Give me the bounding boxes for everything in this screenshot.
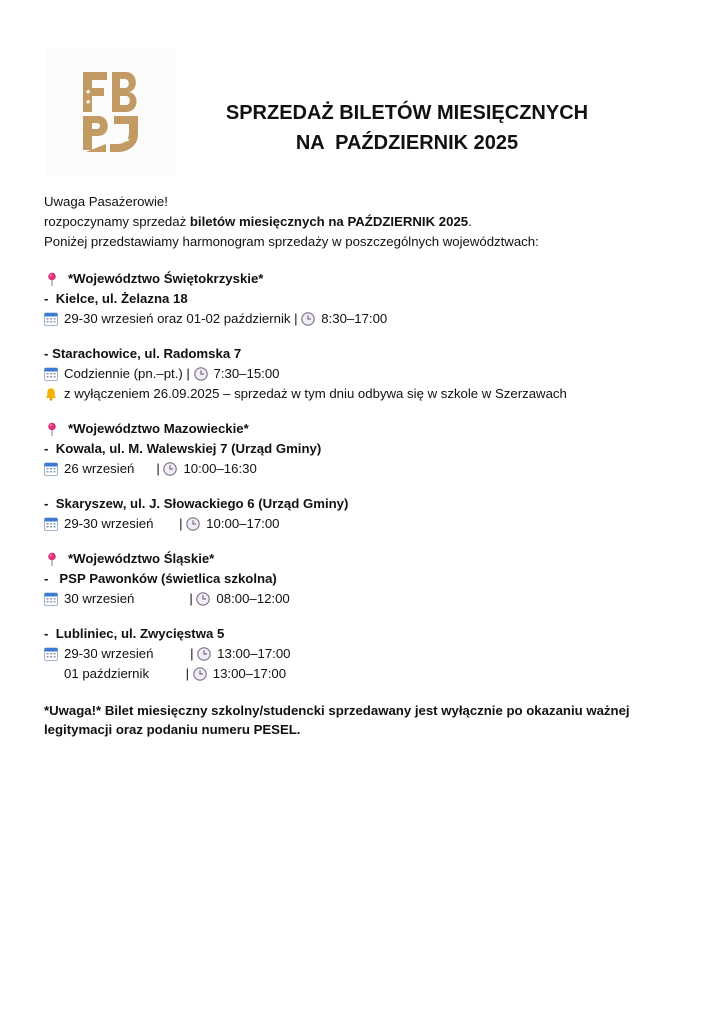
location-name bbox=[44, 569, 684, 589]
intro-greeting: Uwaga Pasażerowie! bbox=[44, 194, 168, 209]
schedule-row bbox=[44, 514, 684, 534]
location-name bbox=[44, 624, 684, 644]
schedule-date: 01 październik | bbox=[64, 666, 193, 681]
page-title bbox=[170, 98, 644, 158]
schedule-time: 08:00–12:00 bbox=[216, 591, 290, 606]
schedule-date: Codziennie (pn.–pt.) | bbox=[64, 366, 194, 381]
warning-text: z wyłączeniem 26.09.2025 – sprzedaż w tym dniu odbywa się w szkole w Szerzawach bbox=[64, 386, 567, 401]
calendar-icon bbox=[44, 462, 58, 476]
location-name bbox=[44, 439, 684, 459]
clock-icon bbox=[301, 312, 315, 326]
pin-icon bbox=[47, 422, 61, 436]
logo bbox=[46, 48, 176, 176]
schedule-row bbox=[44, 589, 684, 609]
schedule-date: 29-30 wrzesień | bbox=[64, 516, 187, 531]
calendar-icon bbox=[44, 312, 58, 326]
list-dash: - bbox=[44, 626, 56, 641]
list-dash: - bbox=[44, 441, 56, 456]
intro-bold-text: biletów miesięcznych na bbox=[189, 214, 348, 229]
intro-period: . bbox=[468, 214, 472, 229]
clock-icon bbox=[193, 667, 207, 681]
location-name bbox=[44, 344, 684, 364]
clock-icon bbox=[194, 367, 208, 381]
schedule-time: 7:30–15:00 bbox=[213, 366, 280, 381]
calendar-icon bbox=[44, 647, 58, 661]
region-heading bbox=[44, 549, 684, 569]
warning-row bbox=[44, 384, 684, 404]
list-dash: - bbox=[44, 346, 53, 361]
region-heading bbox=[44, 419, 684, 439]
schedule-time: 8:30–17:00 bbox=[321, 311, 388, 326]
intro-text: rozpoczynamy sprzedaż bbox=[44, 214, 190, 229]
svg-text:★: ★ bbox=[120, 128, 127, 136]
list-dash: - bbox=[44, 571, 60, 586]
schedule-date: 30 wrzesień | bbox=[64, 591, 197, 606]
location-label: PSP Pawonków (świetlica szkolna) bbox=[59, 571, 277, 586]
location-label: Kowala, ul. M. Walewskiej 7 (Urząd Gminy) bbox=[55, 441, 322, 456]
clock-icon bbox=[186, 517, 200, 531]
location-label: Skaryszew, ul. J. Słowackiego 6 (Urząd Gminy) bbox=[55, 496, 349, 511]
svg-text:★: ★ bbox=[116, 136, 123, 144]
pin-icon bbox=[47, 552, 61, 566]
location-label: Starachowice, ul. Radomska 7 bbox=[52, 346, 242, 361]
calendar-icon bbox=[44, 517, 58, 531]
schedule-time: 13:00–17:00 bbox=[212, 666, 287, 681]
title-line-2: NA PAŹDZIERNIK 2025 bbox=[295, 132, 519, 154]
pin-icon bbox=[47, 272, 61, 286]
footer-note: *Uwaga!* Bilet miesięczny szkolny/studencki sprzedawany jest wyłącznie po okazaniu ważnej legitymacji oraz podaniu numeru PESEL. bbox=[44, 703, 630, 737]
schedule-date: 29-30 wrzesień oraz 01-02 październik | bbox=[64, 311, 302, 326]
intro-line-3: Poniżej przedstawiamy harmonogram sprzedaży w poszczególnych województwach: bbox=[44, 234, 539, 249]
schedule-time: 10:00–16:30 bbox=[183, 461, 257, 476]
schedule-date: 29-30 wrzesień | bbox=[64, 646, 198, 661]
location-label: Lubliniec, ul. Zwycięstwa 5 bbox=[55, 626, 225, 641]
calendar-icon bbox=[44, 592, 58, 606]
schedule-time: 10:00–17:00 bbox=[206, 516, 280, 531]
schedule-row bbox=[44, 459, 684, 479]
list-dash: - bbox=[44, 291, 56, 306]
schedule-row bbox=[44, 664, 684, 684]
region-name: *Województwo Śląskie* bbox=[68, 551, 215, 566]
location-name bbox=[44, 494, 684, 514]
region-heading bbox=[44, 269, 684, 289]
region-name: *Województwo Mazowieckie* bbox=[68, 421, 249, 436]
intro-month: PAŹDZIERNIK 2025 bbox=[347, 214, 469, 229]
schedule-row bbox=[44, 309, 684, 329]
schedule-time: 13:00–17:00 bbox=[217, 646, 291, 661]
svg-text:★: ★ bbox=[85, 98, 92, 106]
schedule-row bbox=[44, 364, 684, 384]
clock-icon bbox=[163, 462, 177, 476]
document-body bbox=[44, 192, 684, 739]
location-label: Kielce, ul. Żelazna 18 bbox=[55, 291, 188, 306]
clock-icon bbox=[197, 647, 211, 661]
intro-line-2 bbox=[44, 212, 684, 232]
location-name bbox=[44, 289, 684, 309]
calendar-icon bbox=[44, 367, 58, 381]
list-dash: - bbox=[44, 496, 56, 511]
svg-text:★: ★ bbox=[124, 136, 131, 144]
schedule-row bbox=[44, 644, 684, 664]
svg-text:★: ★ bbox=[85, 88, 92, 96]
clock-icon bbox=[196, 592, 210, 606]
schedule-date: 26 wrzesień | bbox=[64, 461, 164, 476]
title-line-1: SPRZEDAŻ BILETÓW MIESIĘCZNYCH bbox=[225, 102, 589, 124]
region-name: *Województwo Świętokrzyskie* bbox=[68, 271, 264, 286]
bell-icon bbox=[44, 387, 58, 401]
